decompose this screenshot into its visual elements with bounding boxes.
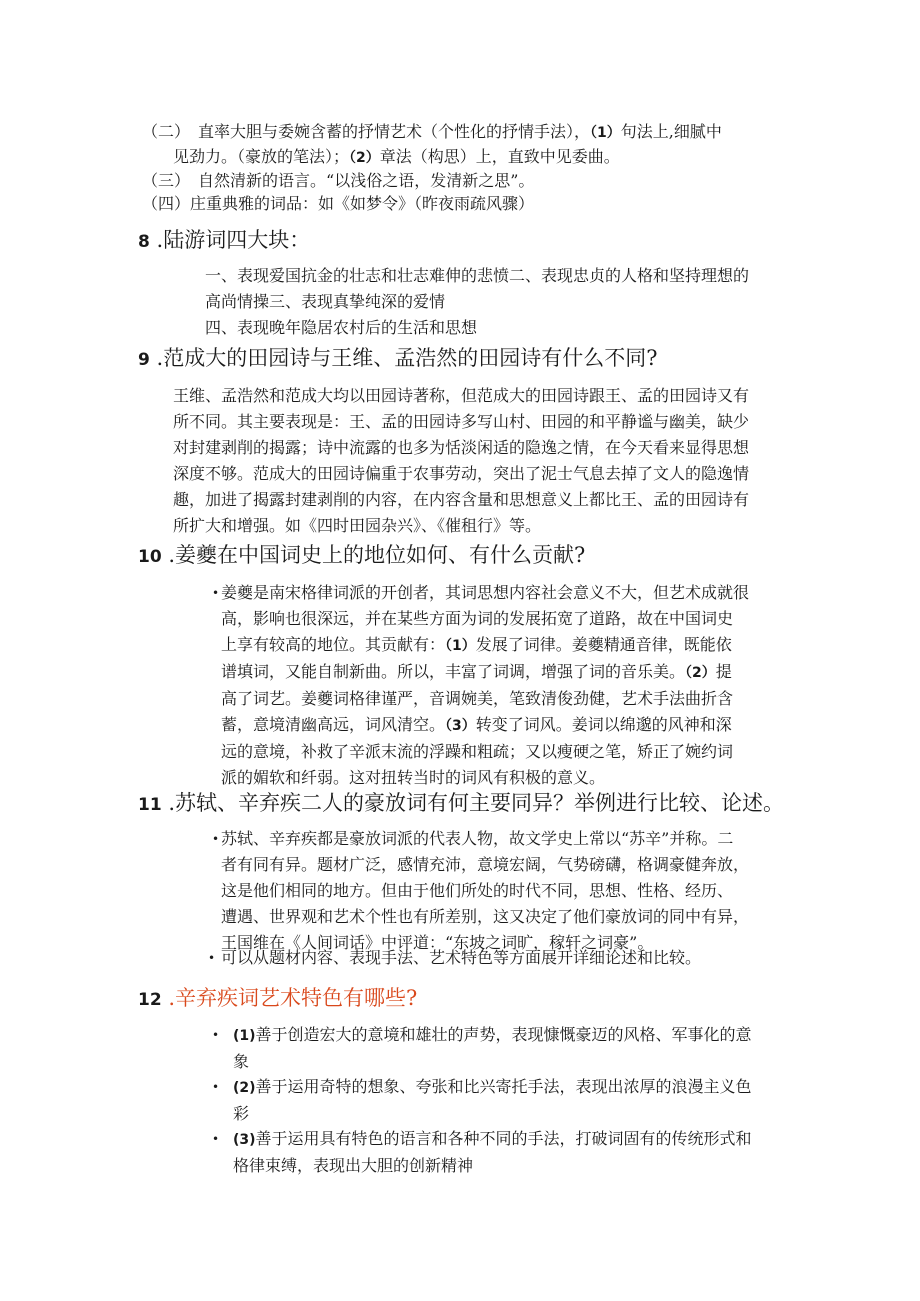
bullet-icon: • <box>212 832 220 846</box>
question-11-bullet-2: 可以从题材内容、表现手法、艺术特色等方面展开详细论述和比较。 <box>221 948 702 967</box>
q10-line <box>221 606 749 632</box>
q12-item-2-line1: (2)善于运用奇特的想象、夸张和比兴寄托手法，表现出浓厚的浪漫主义色 <box>233 1077 752 1096</box>
question-8-heading: 8 .陆游词四大块： <box>138 228 311 252</box>
question-10-heading: 10 .姜夔在中国词史上的地位如何、有什么贡献? <box>138 543 586 567</box>
q10-line <box>221 632 749 659</box>
bullet-icon: • <box>212 1132 220 1146</box>
question-8-body: 一、表现爱国抗金的壮志和壮志难伸的悲愤二、表现忠贞的人格和坚持理想的 高尚情操三、表现真挚纯深的爱情 四、表现晚年隐居农村后的生活和思想 <box>205 266 750 337</box>
text-fragment: 姜夔是南宋格律词派的开创者，其词思想内容社会意义不大，但艺术成就很 <box>221 583 750 602</box>
q10-line <box>221 739 749 765</box>
q12-item-3: (3)善于运用具有特色的语言和各种不同的手法，打破词固有的传统形式和 格律束缚，表现出大胆的创新精神 <box>233 1126 752 1179</box>
q12-item-1-line1: (1)善于创造宏大的意境和雄壮的声势，表现慷慨豪迈的风格、军事化的意 <box>233 1025 752 1044</box>
enumeration-marker: （1） <box>445 638 476 654</box>
q12-item-3-line1: (3)善于运用具有特色的语言和各种不同的手法，打破词固有的传统形式和 <box>233 1129 752 1148</box>
question-12-heading: 12 .辛弃疾词艺术特色有哪些? <box>138 986 418 1010</box>
q12-item-1: (1)善于创造宏大的意境和雄壮的声势，表现慷慨豪迈的风格、军事化的意 象 <box>233 1022 752 1075</box>
q10-line <box>221 580 749 606</box>
text-fragment: 上享有较高的地位。其贡献有： <box>221 635 446 654</box>
text-fragment: 高了词艺。姜夔词格律谨严，音调婉美，笔致清俊劲健，艺术手法曲折含 <box>221 689 734 708</box>
q10-line <box>221 659 749 686</box>
text-fragment: 蓄，意境清幽高远，词风清空。 <box>221 715 446 734</box>
bullet-icon: • <box>208 951 216 965</box>
item-4: （四）庄重典雅的词品：如《如梦令》（昨夜雨疏风骤） <box>142 194 535 213</box>
q10-line <box>221 686 749 712</box>
bullet-icon: • <box>212 586 220 600</box>
text-fragment: 远的意境，补救了辛派末流的浮躁和粗疏；又以瘦硬之笔，矫正了婉约词 <box>221 742 734 761</box>
bullet-icon: • <box>212 1028 220 1042</box>
bullet-icon: • <box>212 1080 220 1094</box>
text-fragment: 转变了词风。姜词以绵邈的风神和深 <box>475 715 732 734</box>
text-fragment: 发展了词律。姜夔精通音律，既能依 <box>475 635 732 654</box>
question-9-body: 王维、孟浩然和范成大均以田园诗著称，但范成大的田园诗跟王、孟的田园诗又有 所不同。其主要表现是：王、孟的田园诗多写山村、田园的和平静谧与幽美，缺少 对封建剥削的揭露；诗中流露的也多为恬淡闲适的隐逸之情，在今天看来显得思想 深度不够。范成大的田园诗偏重于农事劳动，突出了泥士气息去掉了文人的隐逸情 趣，加进了揭露封建剥削的内容，在内容含量和思想意义上都比王、孟的田园诗有 所扩大和增强。如《四时田园杂兴》、《催租行》等。 <box>173 386 750 535</box>
enumeration-marker: （3） <box>445 718 476 734</box>
item-2-line1: （二） 直率大胆与委婉含蓄的抒情艺术（个性化的抒情手法），（1）句法上,细腻中 <box>142 122 722 141</box>
item-2-line2: 见劲力。（豪放的笔法）；（2）章法（构思）上，直致中见委曲。 <box>173 147 620 166</box>
q10-line <box>221 712 749 739</box>
text-fragment: 高，影响也很深远，并在某些方面为词的发展拓宽了道路，故在中国词史 <box>221 609 734 628</box>
enumeration-marker: （2） <box>685 665 716 681</box>
question-11-heading: 11 .苏轼、辛弃疾二人的豪放词有何主要同异？举例进行比较、论述。 <box>138 791 785 815</box>
question-9-heading: 9 .范成大的田园诗与王维、孟浩然的田园诗有什么不同? <box>138 346 658 370</box>
item-3: （三） 自然清新的语言。“以浅俗之语，发清新之思”。 <box>142 171 535 190</box>
question-10-body <box>221 580 749 791</box>
question-11-body: 苏轼、辛弃疾都是豪放词派的代表人物，故文学史上常以“苏辛”并称。二 者有同有异。题材广泛，感情充沛，意境宏阔，气势磅礴，格调豪健奔放， 这是他们相同的地方。但由于他们所处的时代不同，思想、性格、经历、 遭遇、世界观和艺术个性也有所差别，这又决定了他们豪放词的同中有异， 王国维在《人间词话》中评道：“东坡之词旷，稼轩之词豪”。 <box>221 829 750 952</box>
text-fragment: 提 <box>715 662 732 681</box>
text-fragment: 谱填词，又能自制新曲。所以，丰富了词调，增强了词的音乐美。 <box>221 662 686 681</box>
q12-item-2: (2)善于运用奇特的想象、夸张和比兴寄托手法，表现出浓厚的浪漫主义色 彩 <box>233 1074 752 1127</box>
text-fragment: 派的媚软和纤弱。这对扭转当时的词风有积极的意义。 <box>221 768 606 787</box>
